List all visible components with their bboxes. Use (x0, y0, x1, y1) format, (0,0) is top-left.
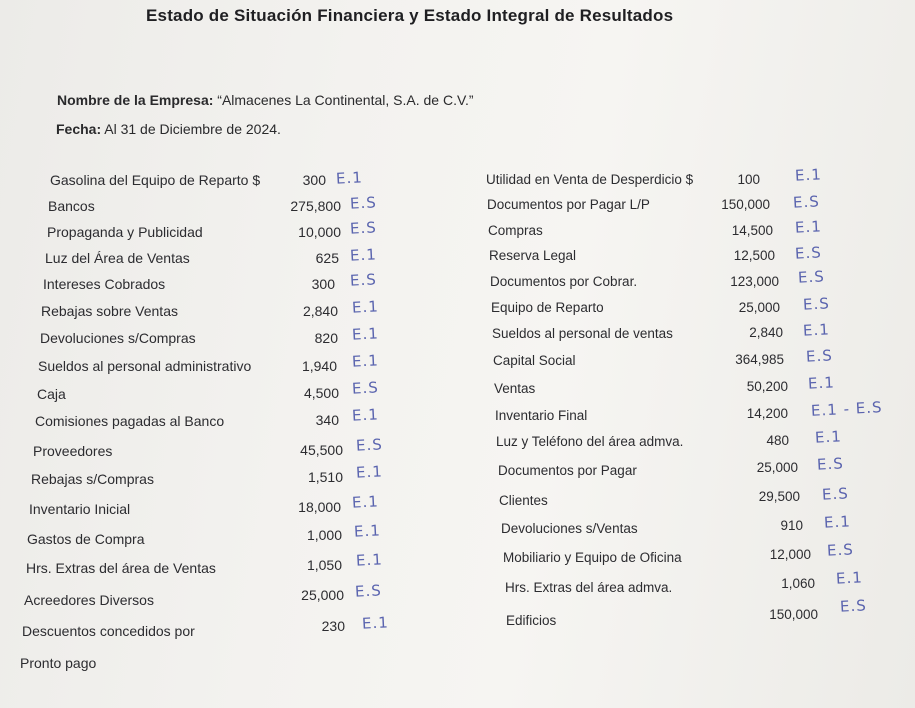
classification-mark: E.1 (351, 492, 380, 512)
account-name: Documentos por Cobrar. (490, 274, 638, 289)
account-name: Edificios (506, 613, 557, 628)
classification-mark: E.1 (361, 613, 390, 633)
account-amount: 1,510 (307, 469, 343, 485)
classification-mark: E.S (826, 540, 855, 560)
account-amount: 1,000 (306, 527, 342, 543)
account-amount: 300 (302, 172, 326, 188)
classification-mark: E.1 (814, 427, 843, 447)
classification-mark: E.1 (351, 324, 380, 344)
account-name: Gastos de Compra (27, 531, 145, 547)
company-name: “Almacenes La Continental, S.A. de C.V.” (217, 92, 474, 108)
account-name: Rebajas sobre Ventas (41, 303, 178, 319)
classification-mark: E.S (355, 435, 384, 455)
account-amount: 29,500 (758, 489, 800, 504)
classification-mark: E.S (794, 243, 823, 263)
classification-mark: E.1 (807, 373, 836, 393)
account-amount: 4,500 (303, 385, 339, 401)
classification-mark: E.S (821, 484, 850, 504)
account-name: Compras (488, 223, 543, 238)
classification-mark: E.S (816, 454, 845, 474)
account-amount: 123,000 (730, 274, 779, 289)
account-amount: 275,800 (290, 198, 341, 214)
classification-mark: E.1 (802, 320, 831, 340)
account-amount: 1,940 (301, 358, 337, 374)
account-amount: 100 (737, 172, 760, 187)
account-amount: 14,200 (746, 406, 788, 421)
account-name: Proveedores (33, 443, 113, 459)
classification-mark: E.1 (794, 217, 823, 237)
classification-mark: E.S (349, 270, 378, 290)
account-name: Sueldos al personal administrativo (38, 358, 252, 374)
account-name: Documentos por Pagar L/P (487, 197, 650, 212)
company-label: Nombre de la Empresa: (57, 92, 214, 108)
account-name: Intereses Cobrados (43, 276, 166, 292)
account-amount: 2,840 (749, 325, 783, 340)
classification-mark: E.1 (794, 165, 823, 185)
classification-mark: E.1 (335, 168, 364, 188)
classification-mark: E.1 (351, 351, 380, 371)
classification-mark: E.1 (349, 245, 378, 265)
account-amount: 25,000 (738, 300, 780, 315)
account-name: Bancos (48, 198, 95, 214)
classification-mark: E.S (792, 192, 821, 212)
classification-mark: E.1 (353, 521, 382, 541)
account-amount: 340 (315, 412, 339, 428)
account-name: Documentos por Pagar (498, 463, 637, 478)
account-amount: 25,000 (301, 587, 344, 603)
account-name: Inventario Final (495, 408, 588, 423)
classification-mark: E.1 (355, 462, 384, 482)
classification-mark: E.1 (355, 550, 384, 570)
account-name: Rebajas s/Compras (31, 471, 154, 487)
account-amount: 910 (780, 518, 803, 533)
account-name: Reserva Legal (489, 248, 577, 263)
account-name: Utilidad en Venta de Desperdicio $ (486, 172, 694, 187)
account-name: Devoluciones s/Ventas (501, 521, 638, 536)
account-name: Luz y Teléfono del área admva. (496, 434, 684, 449)
account-name: Sueldos al personal de ventas (492, 326, 673, 341)
account-name: Mobiliario y Equipo de Oficina (503, 550, 682, 565)
account-name: Comisiones pagadas al Banco (35, 413, 225, 429)
account-amount: 364,985 (735, 352, 784, 367)
account-name: Acreedores Diversos (24, 592, 154, 608)
classification-mark: E.S (797, 267, 826, 287)
account-amount: 625 (315, 250, 339, 266)
account-amount: 1,060 (781, 576, 815, 591)
classification-mark: E.S (839, 596, 868, 616)
account-amount: 12,000 (769, 547, 811, 562)
account-name: Descuentos concedidos por (22, 623, 195, 639)
company-line (57, 92, 474, 108)
account-name: Devoluciones s/Compras (40, 330, 196, 346)
classification-mark: E.S (349, 193, 378, 213)
date-label: Fecha: (56, 121, 102, 137)
classification-mark: E.1 (351, 405, 380, 425)
account-name: Pronto pago (20, 655, 97, 671)
account-name: Ventas (494, 381, 536, 396)
account-name: Hrs. Extras del área de Ventas (26, 560, 216, 576)
account-name: Caja (37, 386, 66, 402)
account-name: Hrs. Extras del área admva. (505, 580, 673, 595)
classification-mark: E.S (354, 581, 383, 601)
date-value: Al 31 de Diciembre de 2024. (104, 121, 281, 137)
account-amount: 820 (314, 330, 338, 346)
classification-mark: E.1 - E.S (810, 398, 883, 420)
date-line (56, 121, 281, 137)
account-amount: 45,500 (300, 442, 343, 458)
account-name: Luz del Área de Ventas (45, 250, 190, 266)
classification-mark: E.1 (835, 568, 864, 588)
account-name: Equipo de Reparto (491, 300, 604, 315)
account-name: Inventario Inicial (29, 501, 131, 517)
account-name: Clientes (499, 493, 548, 508)
account-amount: 12,500 (733, 248, 775, 263)
account-amount: 50,200 (746, 379, 788, 394)
account-amount: 480 (766, 433, 789, 448)
classification-mark: E.S (351, 378, 380, 398)
account-amount: 300 (311, 276, 335, 292)
page-title: Estado de Situación Financiera y Estado Integral de Resultados (146, 6, 674, 25)
classification-mark: E.S (802, 294, 831, 314)
classification-mark: E.S (349, 218, 378, 238)
classification-mark: E.S (805, 346, 834, 366)
classification-mark: E.1 (823, 512, 852, 532)
account-amount: 2,840 (302, 303, 338, 319)
account-amount: 18,000 (298, 499, 341, 515)
classification-mark: E.1 (351, 297, 380, 317)
account-amount: 10,000 (298, 224, 341, 240)
account-amount: 1,050 (306, 557, 342, 573)
account-amount: 14,500 (731, 223, 773, 238)
account-amount: 230 (321, 618, 345, 634)
account-name: Propaganda y Publicidad (47, 224, 203, 240)
account-amount: 150,000 (769, 607, 818, 622)
account-name: Gasolina del Equipo de Reparto $ (50, 172, 261, 188)
account-name: Capital Social (493, 353, 576, 368)
account-amount: 150,000 (721, 197, 770, 212)
account-amount: 25,000 (756, 460, 798, 475)
